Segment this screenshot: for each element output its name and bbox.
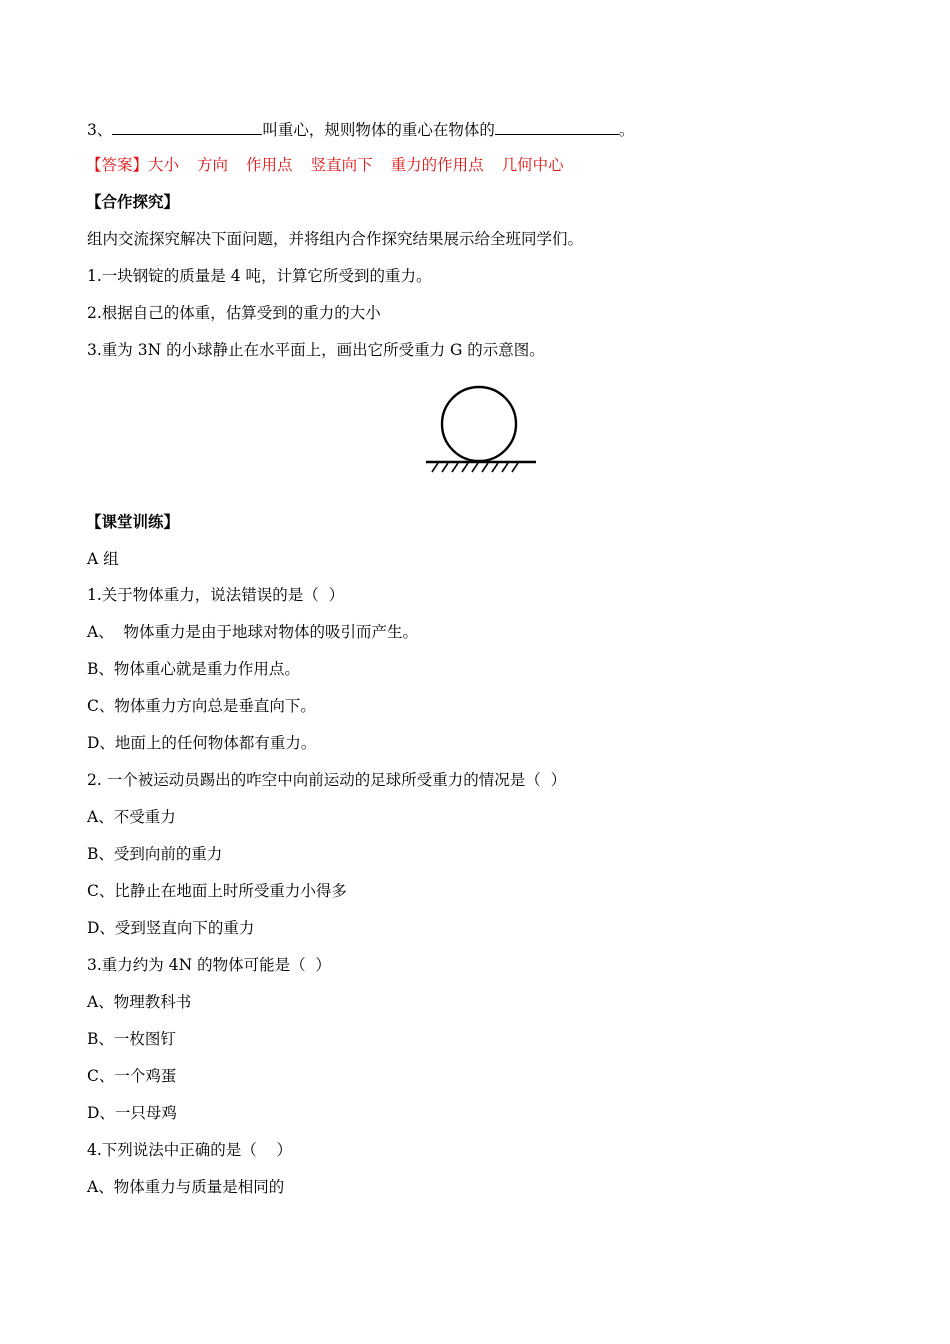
group-label: A 组 [87, 550, 119, 568]
question-4-stem: 4.下列说法中正确的是（ ） [87, 1141, 292, 1159]
question-1-option-a: A、 物体重力是由于地球对物体的吸引而产生。 [87, 623, 419, 641]
question-3-option-d: D、一只母鸡 [87, 1104, 177, 1122]
question-3-option-a: A、物理教科书 [87, 993, 192, 1011]
cooperation-question-1: 1.一块钢锭的质量是 4 吨，计算它所受到的重力。 [87, 267, 432, 285]
question-1-option-b: B、物体重心就是重力作用点。 [87, 660, 300, 678]
fill-middle: 叫重心，规则物体的重心在物体的 [262, 121, 495, 139]
answer-tag: 【答案】 [86, 156, 149, 174]
ball-on-ground-diagram [424, 384, 540, 476]
question-1-option-d: D、地面上的任何物体都有重力。 [87, 734, 317, 752]
answer-item: 几何中心 [501, 156, 564, 174]
fill-question-3 [87, 118, 634, 140]
question-2-stem: 2. 一个被运动员踢出的咋空中向前运动的足球所受重力的情况是（ ） [87, 771, 567, 789]
blank-2[interactable] [495, 118, 619, 135]
fill-suffix: 。 [618, 121, 635, 139]
question-2-option-c: C、比静止在地面上时所受重力小得多 [87, 882, 347, 900]
question-2-option-b: B、受到向前的重力 [87, 845, 223, 863]
question-3-option-b: B、一枚图钉 [87, 1030, 176, 1048]
question-1-stem: 1.关于物体重力，说法错误的是（ ） [87, 586, 345, 604]
cooperation-question-3: 3.重为 3N 的小球静止在水平面上，画出它所受重力 G 的示意图。 [87, 341, 545, 359]
ball-circle [442, 387, 516, 461]
question-1-option-c: C、物体重力方向总是垂直向下。 [87, 697, 316, 715]
answer-item: 方向 [197, 156, 229, 174]
question-4-option-a: A、物体重力与质量是相同的 [87, 1178, 285, 1196]
answer-line [86, 155, 582, 175]
cooperation-question-2: 2.根据自己的体重，估算受到的重力的大小 [87, 304, 381, 322]
blank-1[interactable] [112, 118, 262, 135]
section-heading-training: 【课堂训练】 [86, 512, 180, 531]
fill-prefix: 3、 [87, 121, 113, 139]
cooperation-intro: 组内交流探究解决下面问题，并将组内合作探究结果展示给全班同学们。 [87, 230, 584, 248]
question-2-option-a: A、不受重力 [87, 808, 176, 826]
ground-hatching [432, 463, 518, 472]
answer-item: 重力的作用点 [390, 156, 484, 174]
answer-item: 竖直向下 [310, 156, 373, 174]
answer-item: 作用点 [246, 156, 293, 174]
question-3-option-c: C、一个鸡蛋 [87, 1067, 177, 1085]
section-heading-cooperation: 【合作探究】 [86, 192, 180, 211]
question-3-stem: 3.重力约为 4N 的物体可能是（ ） [87, 956, 331, 974]
answer-item: 大小 [148, 156, 180, 174]
question-2-option-d: D、受到竖直向下的重力 [87, 919, 255, 937]
